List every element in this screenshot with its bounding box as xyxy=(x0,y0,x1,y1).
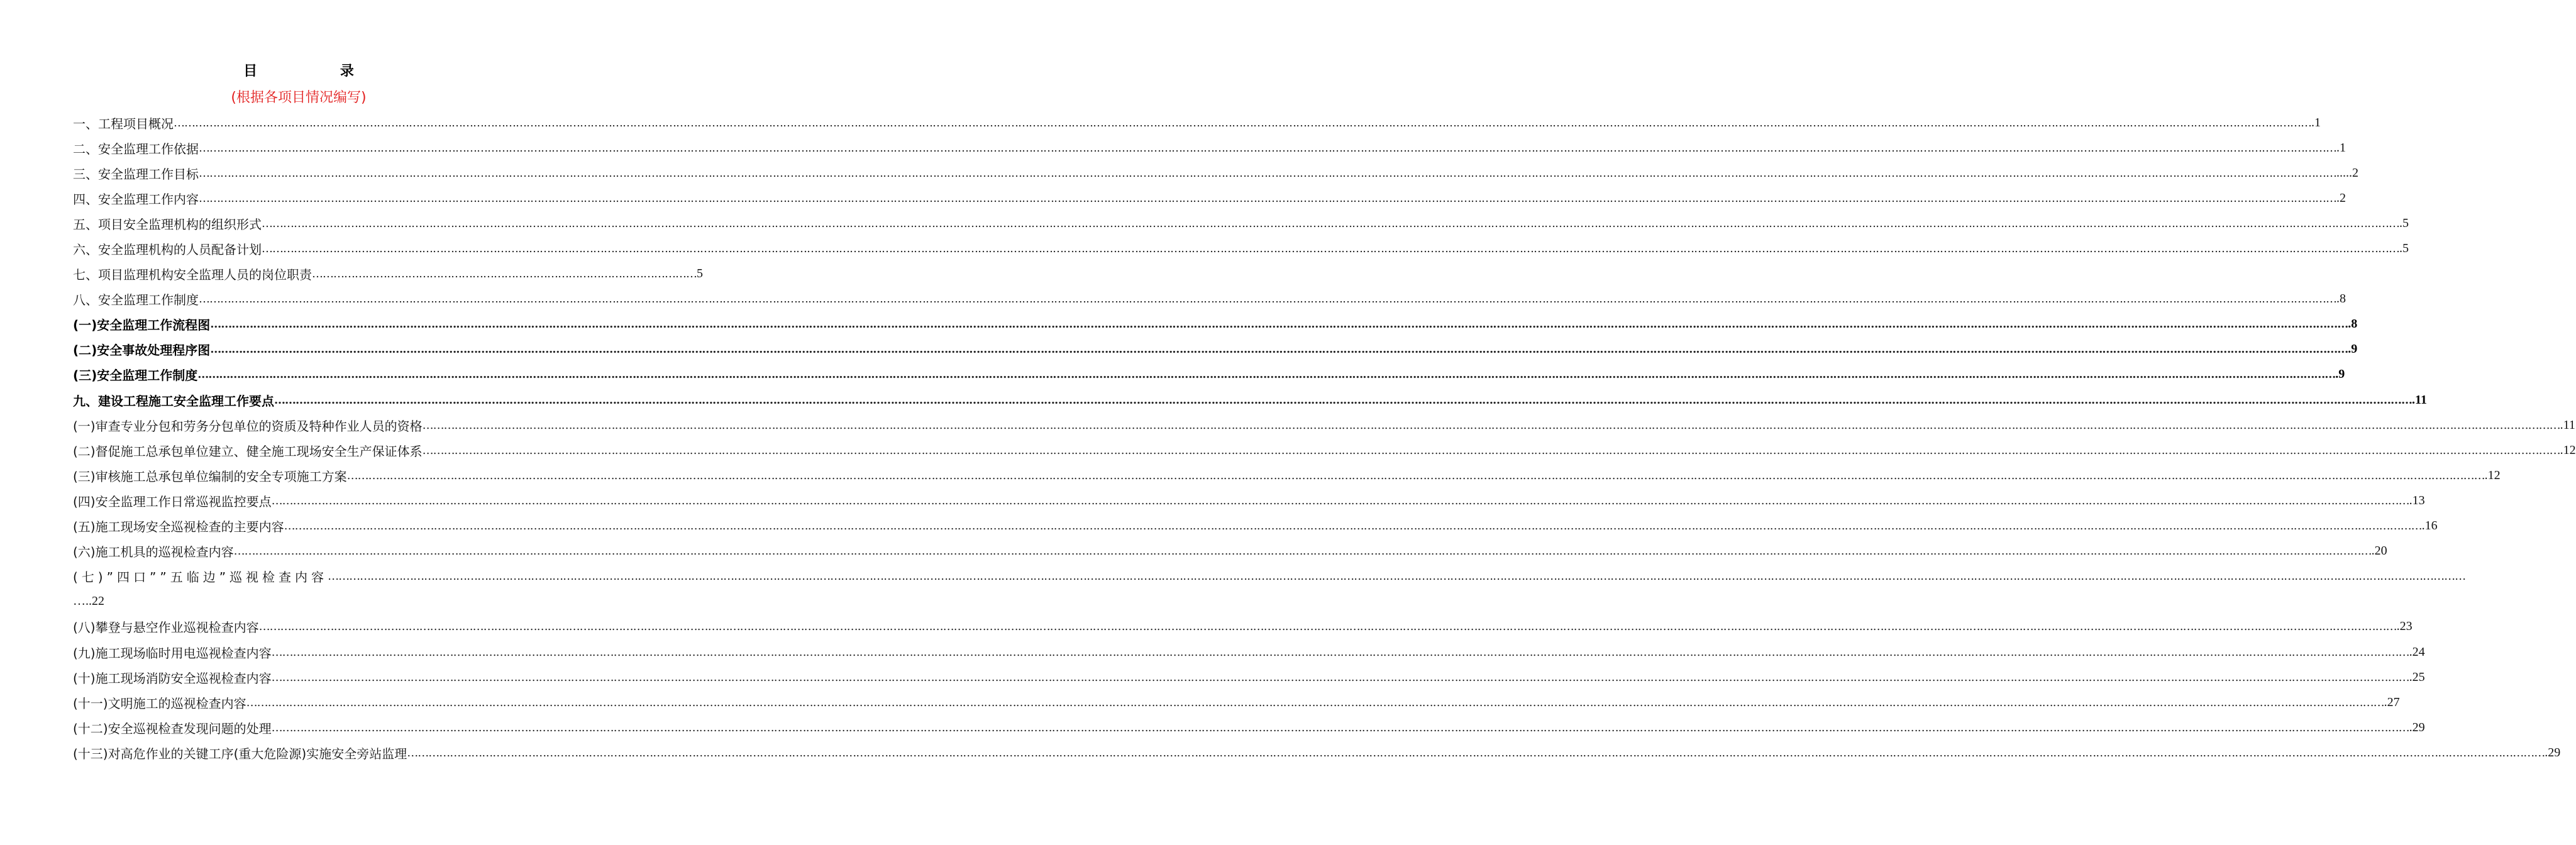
dot-leader: …………………………………………………………………………………………………………………………………………………………………………………………………………………………………………………………………………………………………………………………………………………………………………………………………………………………………………………………………………………………………………………………………………………… xyxy=(199,141,2336,155)
toc-entry[interactable] xyxy=(73,438,2576,463)
toc-entry[interactable] xyxy=(73,639,2425,665)
dot-leader: …………………………………………………………………………………………………………………………………………………………………………………………………………………………………………………………………………………………………………………………………………………………………………………………………………………………………………………………………………………………………………………………………………………… xyxy=(422,443,2560,457)
toc-entry-label: 八、安全监理工作制度 xyxy=(73,292,199,308)
toc-entry-label: 七、项目监理机构安全监理人员的岗位职责 xyxy=(73,267,312,283)
toc-entry[interactable] xyxy=(73,262,703,287)
toc-entry-page: .....2 xyxy=(2336,165,2358,180)
toc-entry[interactable] xyxy=(73,110,2321,135)
toc-entry[interactable] xyxy=(73,312,2358,337)
toc-entry-page: .29 xyxy=(2545,745,2561,759)
dot-leader: …………………………………………………………………………………………………………………………………………………………………………………………………………………………………………………………………………………………………………………………………………………………………………………………………………………………………………………………………………………………………………………………………………………… xyxy=(246,695,2384,709)
toc-entry-label: (七)”四口””五临边”巡视检查内容 xyxy=(73,570,328,585)
toc-entry-label: 三、安全监理工作目标 xyxy=(73,166,199,182)
toc-entry-label: (四)安全监理工作日常巡视监控要点 xyxy=(73,494,272,509)
toc-entry-label: 五、项目安全监理机构的组织形式 xyxy=(73,216,262,232)
dot-leader: …………………………………………………………………………………………………………………………………………………………………………………………………………………………………………………………………………………………………………………………………………………………………………………………………………………………………………………………………………………………………………………………………………………… xyxy=(233,544,2372,558)
toc-entry-label: 六、安全监理机构的人员配备计划 xyxy=(73,242,262,258)
toc-entry[interactable] xyxy=(73,135,2346,160)
toc-entry-page: .5 xyxy=(2399,216,2409,230)
dot-leader: …………………………………………………………………………………………………………………………………………………………………………………………………………………………………………………………………………………………………………………………………………………………………………………………………………………………………………………………………………………………………………………………………………………… xyxy=(199,292,2336,306)
toc-entry-page: .23 xyxy=(2396,619,2413,634)
dot-leader: …………………………………………………………………………………………………………………………………………………………………………………………………………………………………………………………………………………………………………………………………………………………………………………………………………………………………………………………………………………………………………………………………………………… xyxy=(271,670,2409,684)
toc-entry-page: .13 xyxy=(2409,493,2425,507)
dot-leader: ……………………………………………………………………………………………… xyxy=(312,267,697,281)
toc-entry-label: (三)审核施工总承包单位编制的安全专项施工方案 xyxy=(73,468,347,484)
toc-entry-page: 5 xyxy=(697,267,703,281)
toc-entry-label: (五)施工现场安全巡视检查的主要内容 xyxy=(73,519,284,535)
toc-entry-page: .16 xyxy=(2421,519,2438,533)
toc-entry[interactable] xyxy=(73,740,2561,765)
toc-subtitle: (根据各项目情况编写) xyxy=(231,90,367,106)
toc-entry-label: (十一)文明施工的巡视检查内容 xyxy=(73,695,246,711)
toc-entry-page: .12 xyxy=(2560,443,2576,457)
toc-entry-label: 一、工程项目概况 xyxy=(73,116,174,131)
toc-entry-page: .11 xyxy=(2412,392,2427,407)
toc-entry-page: .24 xyxy=(2409,644,2425,659)
dot-leader: …………………………………………………………………………………………………………………………………………………………………………………………………………………………………………………………………………………………………………………………………………………………………………………………………………………………………………………………………………………………………………………………………………………… xyxy=(258,620,2397,634)
toc-entry-label: 二、安全监理工作依据 xyxy=(73,141,199,157)
toc-title: 目 录 xyxy=(243,64,393,79)
toc-entry-label: (一)审查专业分包和劳务分包单位的资质及特种作业人员的资格 xyxy=(73,418,423,434)
toc-entry-page: .8 xyxy=(2336,292,2346,306)
toc-entry-label: 九、建设工程施工安全监理工作要点 xyxy=(73,393,274,409)
dot-leader: …………………………………………………………………………………………………………………………………………………………………………………………………………………………………………………………………………………………………………………………………………………………………………………………………………………………………………………………………………………………………………………………………………………… xyxy=(346,468,2485,482)
toc-entry[interactable] xyxy=(73,337,2358,362)
toc-entry-label: (十)施工现场消防安全巡视检查内容 xyxy=(73,670,272,686)
toc-entry[interactable] xyxy=(73,690,2400,715)
toc-entry-label: (八)攀登与悬空作业巡视检查内容 xyxy=(73,620,259,636)
toc-entry-page: .9 xyxy=(2335,367,2345,382)
dot-leader: …………………………………………………………………………………………………………………………………………………………………………………………………………………………………………………………………………………………………………………………………………………………………………………………………………………………………………………………………………………………………………………………………………………… xyxy=(328,570,2466,583)
dot-leader: …………………………………………………………………………………………………………………………………………………………………………………………………………………………………………………………………………………………………………………………………………………………………………………………………………………………………………………………………………………………………………………………………………………… xyxy=(174,116,2311,130)
toc-entry-label: (二)安全事故处理程序图 xyxy=(73,343,211,358)
toc-entry[interactable] xyxy=(73,539,2387,564)
toc-entry[interactable] xyxy=(73,387,2427,412)
dot-leader: …………………………………………………………………………………………………………………………………………………………………………………………………………………………………………………………………………………………………………………………………………………………………………………………………………………………………………………………………………………………………………………………………………………… xyxy=(271,494,2409,507)
toc-entry-label: (二)督促施工总承包单位建立、健全施工现场安全生产保证体系 xyxy=(73,443,423,459)
toc-entry-page: .9 xyxy=(2348,342,2358,356)
toc-entry-page: .25 xyxy=(2409,670,2425,684)
toc-entry-page: .1 xyxy=(2336,140,2346,155)
dot-leader: …………………………………………………………………………………………………………………………………………………………………………………………………………………………………………………………………………………………………………………………………………………………………………………………………………………………………………………………………………………………………………………………………………………… xyxy=(422,418,2560,432)
dot-leader: …………………………………………………………………………………………………………………………………………………………………………………………………………………………………………………………………………………………………………………………………………………………………………………………………………………………………………………………………………………………………………………………………………………… xyxy=(271,721,2409,734)
dot-leader: …………………………………………………………………………………………………………………………………………………………………………………………………………………………………………………………………………………………………………………………………………………………………………………………………………………………………………………………………………………………………………………………………………………… xyxy=(262,216,2399,230)
toc-entry[interactable] xyxy=(73,488,2425,513)
toc-entry-label: (六)施工机具的巡视检查内容 xyxy=(73,544,234,560)
toc-entry-label: 四、安全监理工作内容 xyxy=(73,191,199,207)
dot-leader: …………………………………………………………………………………………………………………………………………………………………………………………………………………………………………………………………………………………………………………………………………………………………………………………………………………………………………………………………………………………………………………………………………………… xyxy=(199,191,2336,205)
toc-entry[interactable] xyxy=(73,665,2425,690)
toc-entry[interactable] xyxy=(73,564,2466,589)
table-of-contents xyxy=(73,110,2576,765)
dot-leader: …………………………………………………………………………………………………………………………………………………………………………………………………………………………………………………………………………………………………………………………………………………………………………………………………………………………………………………………………………………………………………………………………………………… xyxy=(407,746,2545,759)
dot-leader: …………………………………………………………………………………………………………………………………………………………………………………………………………………………………………………………………………………………………………………………………………………………………………………………………………………………………………………………………………………………………………………………………………………… xyxy=(210,343,2348,356)
toc-entry[interactable] xyxy=(73,211,2409,236)
toc-entry-label: (九)施工现场临时用电巡视检查内容 xyxy=(73,645,272,661)
toc-entry-page: .20 xyxy=(2371,544,2387,558)
toc-entry-page: .5 xyxy=(2399,241,2409,256)
toc-entry-page: .2 xyxy=(2336,191,2346,205)
toc-entry[interactable] xyxy=(73,463,2501,488)
toc-entry[interactable] xyxy=(73,160,2358,185)
dot-leader: …………………………………………………………………………………………………………………………………………………………………………………………………………………………………………………………………………………………………………………………………………………………………………………………………………………………………………………………………………………………………………………………………………………… xyxy=(210,318,2348,331)
toc-entry[interactable] xyxy=(73,185,2346,211)
toc-entry-page: .29 xyxy=(2409,720,2425,734)
toc-entry[interactable] xyxy=(73,287,2346,312)
toc-entry[interactable] xyxy=(73,715,2425,740)
toc-entry[interactable] xyxy=(73,514,2438,539)
toc-entry-page: .12 xyxy=(2484,468,2501,482)
dot-leader: …………………………………………………………………………………………………………………………………………………………………………………………………………………………………………………………………………………………………………………………………………………………………………………………………………………………………………………………………………………………………………………………………………………… xyxy=(274,393,2412,407)
toc-entry[interactable] xyxy=(73,362,2345,387)
toc-entry-page: .11 xyxy=(2560,417,2575,432)
dot-leader: …………………………………………………………………………………………………………………………………………………………………………………………………………………………………………………………………………………………………………………………………………………………………………………………………………………………………………………………………………………………………………………………………………………… xyxy=(262,242,2399,256)
toc-entry[interactable] xyxy=(73,412,2575,438)
dot-leader: …………………………………………………………………………………………………………………………………………………………………………………………………………………………………………………………………………………………………………………………………………………………………………………………………………………………………………………………………………………………………………………………………………………… xyxy=(271,645,2409,659)
toc-entry[interactable] xyxy=(73,236,2409,261)
toc-entry-page: .27 xyxy=(2384,695,2400,709)
toc-entry-continuation[interactable] xyxy=(73,589,538,614)
dot-leader: …………………………………………………………………………………………………………………………………………………………………………………………………………………………………………………………………………………………………………………………………………………………………………………………………………………………………………………………………………………………………………………………………………………… xyxy=(199,166,2336,180)
dot-leader: …………………………………………………………………………………………………………………………………………………………………………………………………………………………………………………………………………………………………………………………………………………………………………………………………………………………………………………………………………………………………………………………………………………… xyxy=(197,368,2336,382)
toc-entry-page: .8 xyxy=(2348,317,2358,331)
toc-entry-page: …..22 xyxy=(73,594,104,609)
toc-entry-label: (十二)安全巡视检查发现问题的处理 xyxy=(73,721,272,736)
toc-entry-label: (三)安全监理工作制度 xyxy=(73,368,198,384)
toc-entry-page: .1 xyxy=(2311,115,2321,130)
toc-entry[interactable] xyxy=(73,614,2413,639)
toc-entry-label: (十三)对高危作业的关键工序(重大危险源)实施安全旁站监理 xyxy=(73,746,407,761)
toc-entry-label: (一)安全监理工作流程图 xyxy=(73,318,211,333)
dot-leader: …………………………………………………………………………………………………………………………………………………………………………………………………………………………………………………………………………………………………………………………………………………………………………………………………………………………………………………………………………………………………………………………………………………… xyxy=(284,519,2422,533)
